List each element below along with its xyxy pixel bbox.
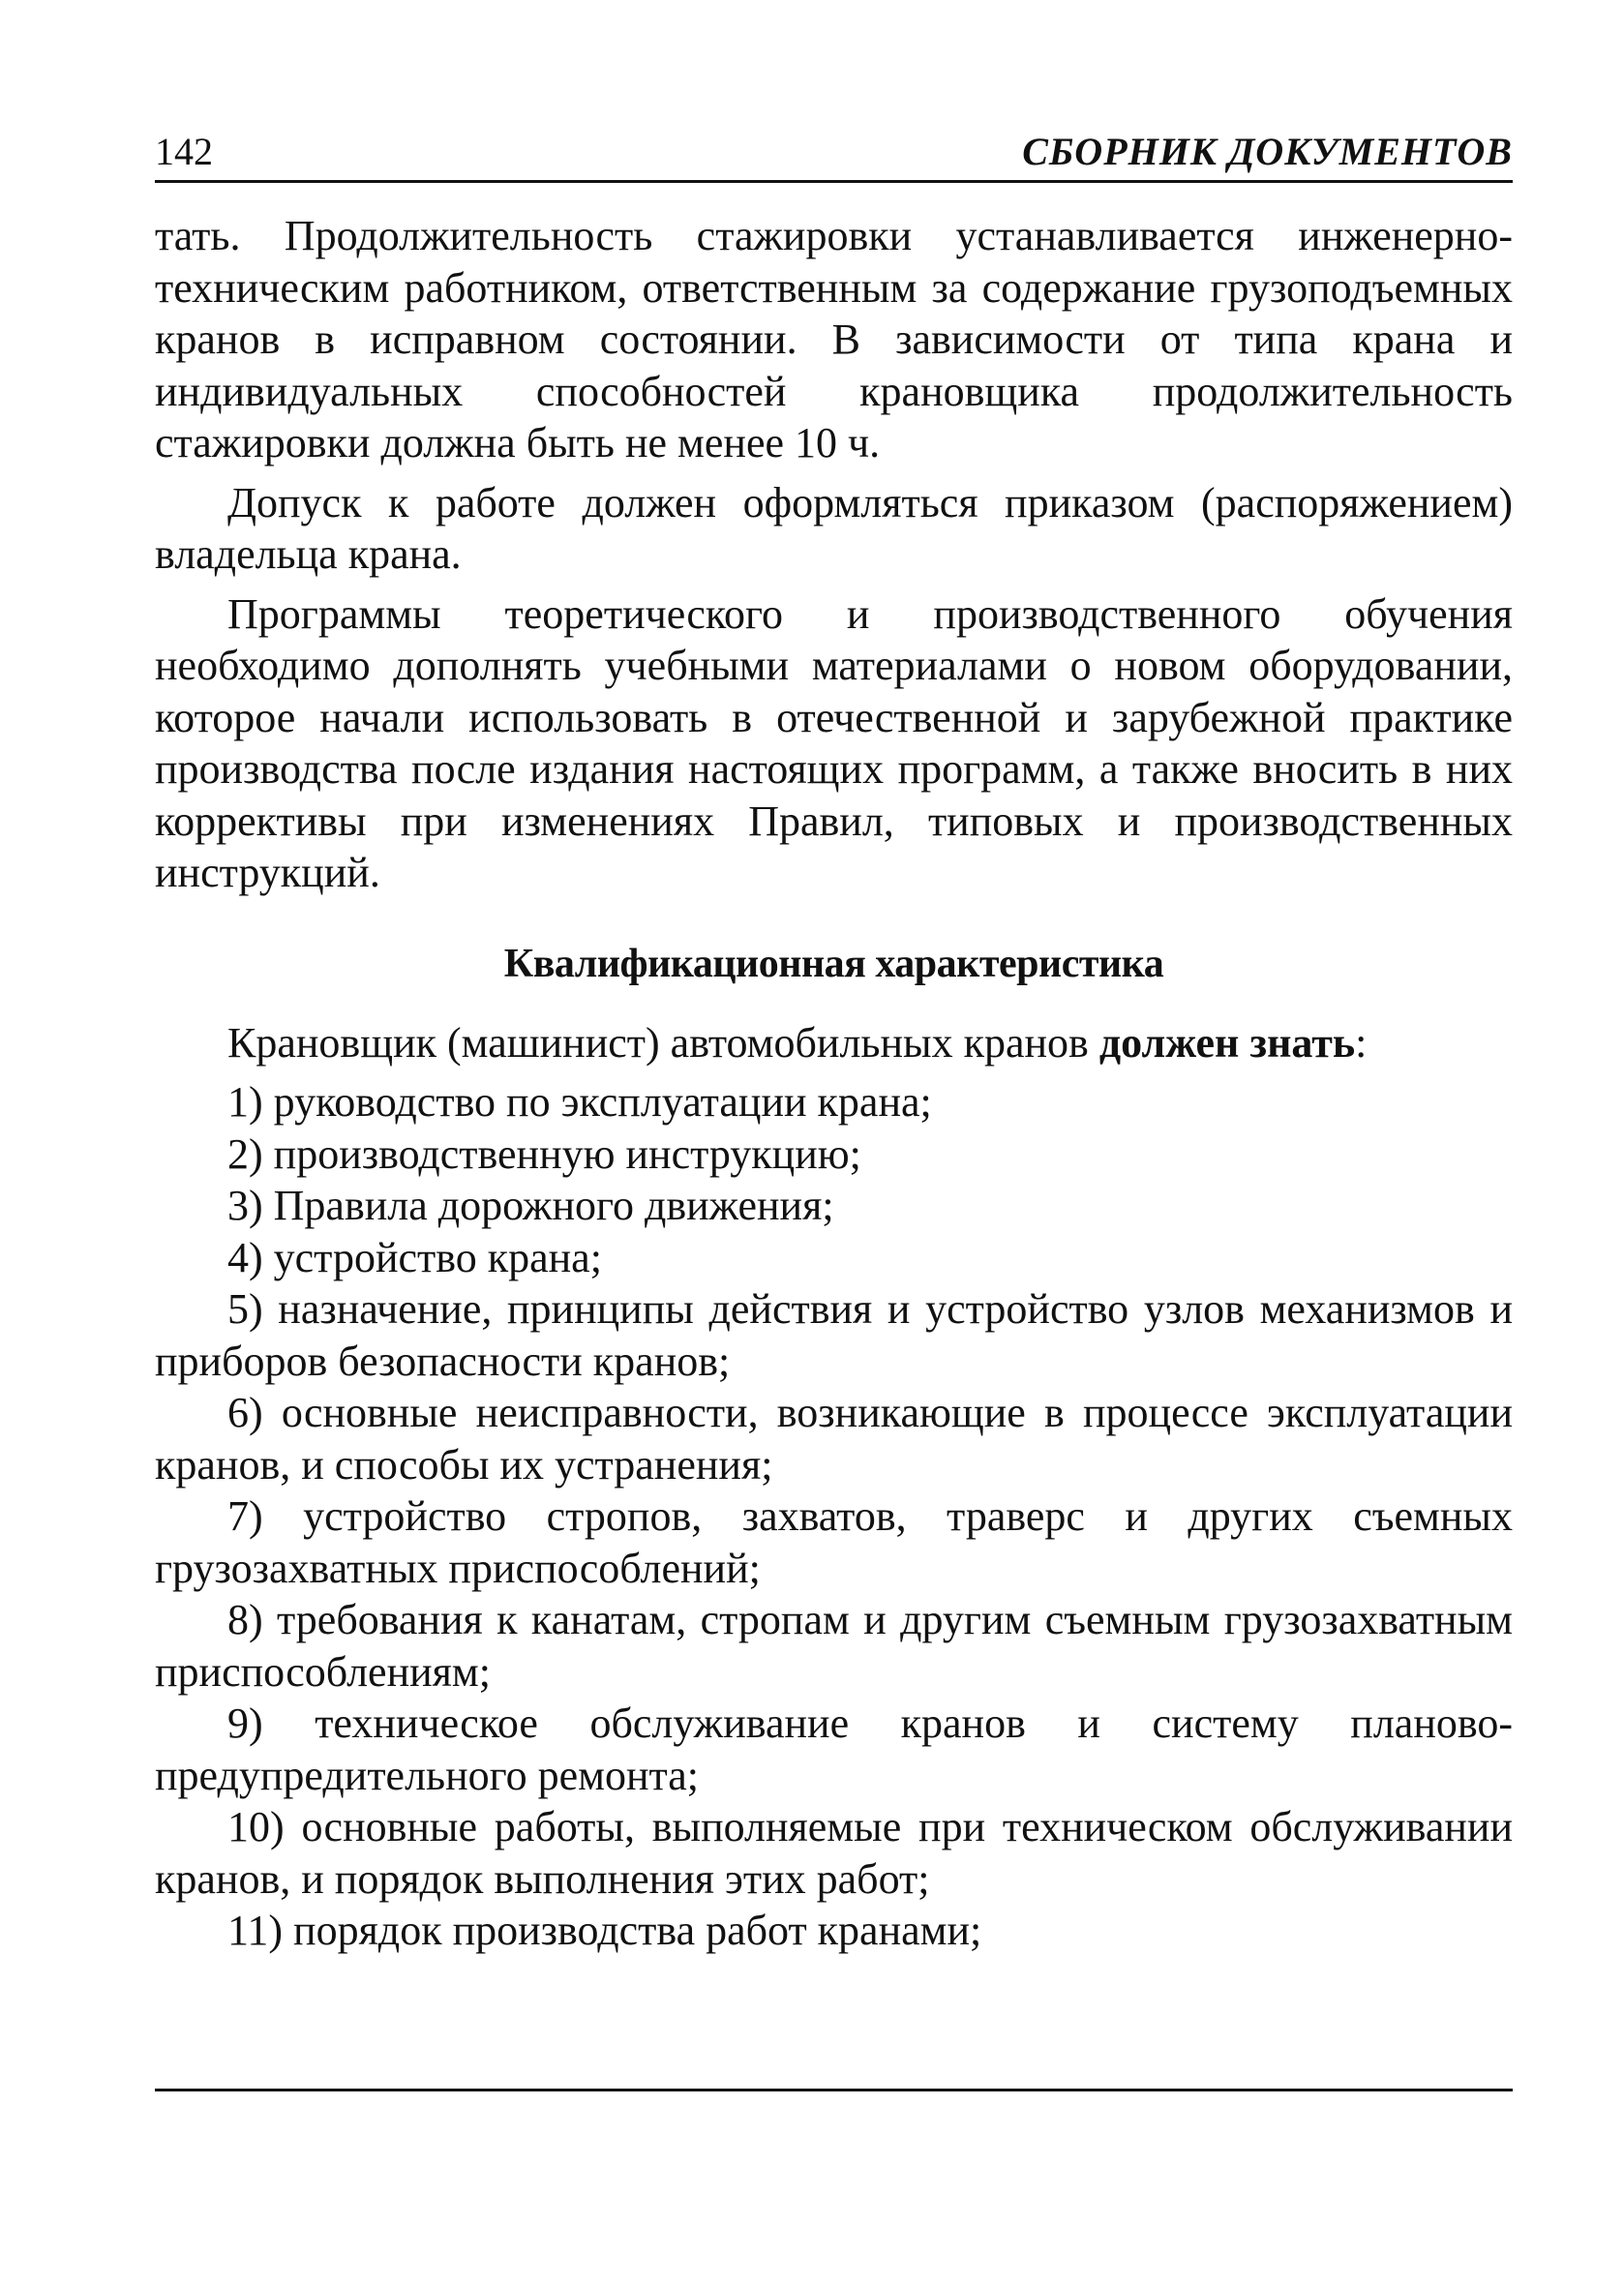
list-item: 6) основные неисправности, возникающие в процессе эксплуатации кранов, и способы их устранения;: [155, 1389, 1513, 1489]
list-item: 8) требования к канатам, стропам и другим съемным грузозахватным приспособлениям;: [155, 1596, 1513, 1696]
paragraph-admission: Допуск к работе должен оформляться приказом (распоряжением) владельца крана.: [155, 478, 1513, 578]
lead-text: Крановщик (машинист) автомобильных кранов: [227, 1018, 1099, 1067]
list-item: 5) назначение, принципы действия и устройство узлов механизмов и приборов безопасности кранов;: [155, 1285, 1513, 1385]
requirements-list: [155, 1076, 1513, 1957]
running-head: [155, 124, 1513, 176]
document-page: [155, 124, 1513, 1957]
list-item: 10) основные работы, выполняемые при техническом обслуживании кранов, и порядок выполнения этих работ;: [155, 1803, 1513, 1903]
body-text: [155, 210, 1513, 1957]
paragraph-continuation: тать. Продолжительность стажировки устанавливается инженерно-техническим работником, ответственным за содержание грузоподъемных кранов в исправном состоянии. В зависимости от типа крана и индивидуальных способностей крановщика продолжительность стажировки должна быть не менее 10 ч.: [155, 212, 1513, 466]
lead-emphasis: должен знать: [1098, 1018, 1356, 1067]
footer-rule: [155, 2089, 1513, 2091]
list-item: 1) руководство по эксплуатации крана;: [227, 1078, 932, 1126]
list-item: 4) устройство крана;: [227, 1233, 602, 1281]
header-rule: [155, 180, 1513, 183]
list-item: 11) порядок производства работ кранами;: [227, 1907, 982, 1954]
page-number: 142: [155, 130, 213, 173]
list-item: 7) устройство стропов, захватов, траверс и других съемных грузозахватных приспособлений;: [155, 1492, 1513, 1592]
lead-suffix: :: [1355, 1018, 1368, 1067]
list-item: 3) Правила дорожного движения;: [227, 1182, 834, 1229]
book-title: СБОРНИК ДОКУМЕНТОВ: [1022, 130, 1513, 173]
section-lead: [155, 1017, 1513, 1069]
list-item: 9) техническое обслуживание кранов и систему планово-предупредительного ремонта;: [155, 1699, 1513, 1799]
paragraph-programs: Программы теоретического и производственного обучения необходимо дополнять учебными материалами о новом оборудовании, которое начали использовать в отечественной и зарубежной практике производства после издания настоящих программ, а также вносить в них коррективы при изменениях Правил, типовых и производственных инструкций.: [155, 589, 1513, 896]
list-item: 2) производственную инструкцию;: [227, 1129, 861, 1178]
section-heading: Квалификационная характеристика: [503, 941, 1164, 986]
